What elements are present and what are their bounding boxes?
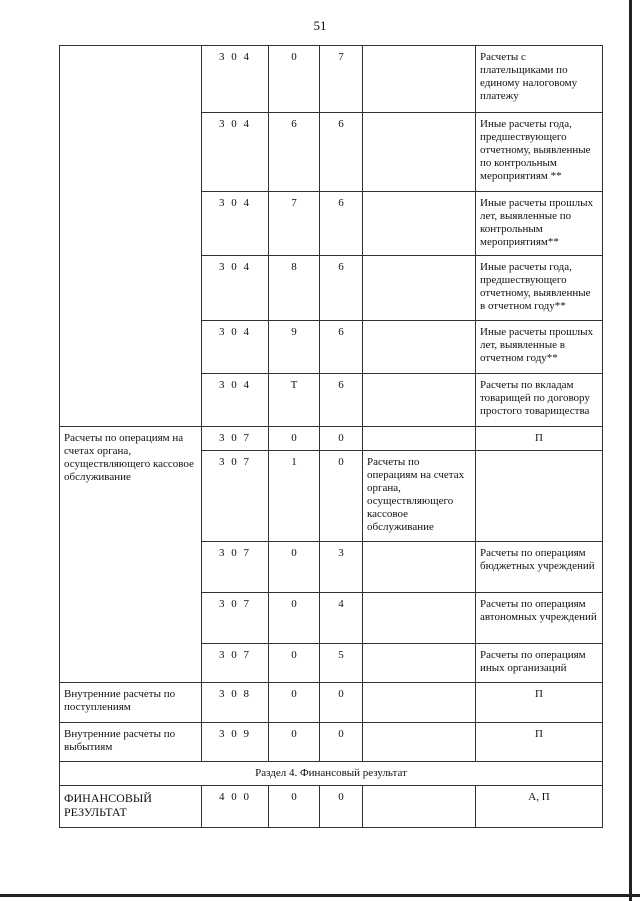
account-code: 3 0 7 — [202, 427, 269, 451]
code-digit-1: 0 — [269, 542, 320, 593]
account-code: 3 0 7 — [202, 451, 269, 542]
code-digit-2: 0 — [320, 427, 363, 451]
analytics-description: П — [476, 683, 603, 723]
code-digit-2: 6 — [320, 113, 363, 192]
sub-account-name — [363, 683, 476, 723]
sub-account-name — [363, 786, 476, 828]
account-name: Расчеты по операциям на счетах органа, осуществляющего кассовое обслуживание — [60, 427, 202, 683]
account-name: Внутренние расчеты по поступлениям — [60, 683, 202, 723]
sub-account-name — [363, 256, 476, 321]
account-code: 3 0 4 — [202, 46, 269, 113]
analytics-description: А, П — [476, 786, 603, 828]
analytics-description: Расчеты по операциям автономных учреждений — [476, 593, 603, 644]
accounts-table — [59, 45, 603, 828]
analytics-description: П — [476, 723, 603, 762]
table-row — [60, 723, 603, 762]
code-digit-1: 7 — [269, 192, 320, 256]
code-digit-2: 3 — [320, 542, 363, 593]
sub-account-name — [363, 321, 476, 374]
code-digit-1: 1 — [269, 451, 320, 542]
page-frame-bottom — [0, 894, 640, 897]
table-row — [60, 683, 603, 723]
code-digit-2: 6 — [320, 321, 363, 374]
code-digit-2: 6 — [320, 256, 363, 321]
account-code: 3 0 9 — [202, 723, 269, 762]
analytics-description: Иные расчеты прошлых лет, выявленные по контрольным мероприятиям** — [476, 192, 603, 256]
table-row — [60, 427, 603, 451]
sub-account-name — [363, 113, 476, 192]
analytics-description: Расчеты по вкладам товарищей по договору простого товарищества — [476, 374, 603, 427]
sub-account-name — [363, 427, 476, 451]
account-code: 3 0 7 — [202, 644, 269, 683]
code-digit-1: 0 — [269, 46, 320, 113]
code-digit-1: 9 — [269, 321, 320, 374]
code-digit-2: 6 — [320, 192, 363, 256]
code-digit-1: 0 — [269, 786, 320, 828]
account-code: 3 0 7 — [202, 542, 269, 593]
code-digit-2: 4 — [320, 593, 363, 644]
sub-account-name — [363, 644, 476, 683]
code-digit-1: 8 — [269, 256, 320, 321]
account-name: Внутренние расчеты по выбытиям — [60, 723, 202, 762]
account-name-cell — [60, 46, 202, 427]
account-code: 3 0 4 — [202, 192, 269, 256]
analytics-description: Расчеты по операциям иных организаций — [476, 644, 603, 683]
sub-account-name: Расчеты по операциям на счетах органа, осуществляющего кассовое обслуживание — [363, 451, 476, 542]
sub-account-name — [363, 593, 476, 644]
sub-account-name — [363, 374, 476, 427]
account-code: 3 0 4 — [202, 256, 269, 321]
analytics-description: П — [476, 427, 603, 451]
sub-account-name — [363, 46, 476, 113]
code-digit-2: 7 — [320, 46, 363, 113]
code-digit-2: 0 — [320, 786, 363, 828]
code-digit-1: 0 — [269, 644, 320, 683]
account-code: 3 0 7 — [202, 593, 269, 644]
account-name: ФИНАНСОВЫЙ РЕЗУЛЬТАТ — [60, 786, 202, 828]
table-row — [60, 46, 603, 113]
section-title: Раздел 4. Финансовый результат — [60, 762, 603, 786]
account-code: 3 0 4 — [202, 321, 269, 374]
sub-account-name — [363, 542, 476, 593]
account-code: 3 0 4 — [202, 374, 269, 427]
analytics-description: Расчеты с плательщиками по единому налоговому платежу — [476, 46, 603, 113]
code-digit-2: 6 — [320, 374, 363, 427]
code-digit-2: 0 — [320, 451, 363, 542]
code-digit-2: 0 — [320, 683, 363, 723]
analytics-description: Иные расчеты года, предшествующего отчетному, выявленные по контрольным мероприятиям ** — [476, 113, 603, 192]
analytics-description: Расчеты по операциям бюджетных учреждений — [476, 542, 603, 593]
account-code: 3 0 4 — [202, 113, 269, 192]
code-digit-2: 0 — [320, 723, 363, 762]
code-digit-1: 0 — [269, 593, 320, 644]
page-number: 51 — [313, 18, 327, 33]
page-frame-right — [629, 0, 632, 901]
section-header-row — [60, 762, 603, 786]
code-digit-1: 0 — [269, 427, 320, 451]
sub-account-name — [363, 723, 476, 762]
account-code: 3 0 8 — [202, 683, 269, 723]
table-row — [60, 786, 603, 828]
analytics-description: Иные расчеты года, предшествующего отчетному, выявленные в отчетном году** — [476, 256, 603, 321]
sub-account-name — [363, 192, 476, 256]
code-digit-1: 0 — [269, 683, 320, 723]
account-code: 4 0 0 — [202, 786, 269, 828]
code-digit-1: Т — [269, 374, 320, 427]
analytics-description: Иные расчеты прошлых лет, выявленные в отчетном году** — [476, 321, 603, 374]
code-digit-1: 6 — [269, 113, 320, 192]
code-digit-2: 5 — [320, 644, 363, 683]
analytics-description — [476, 451, 603, 542]
code-digit-1: 0 — [269, 723, 320, 762]
